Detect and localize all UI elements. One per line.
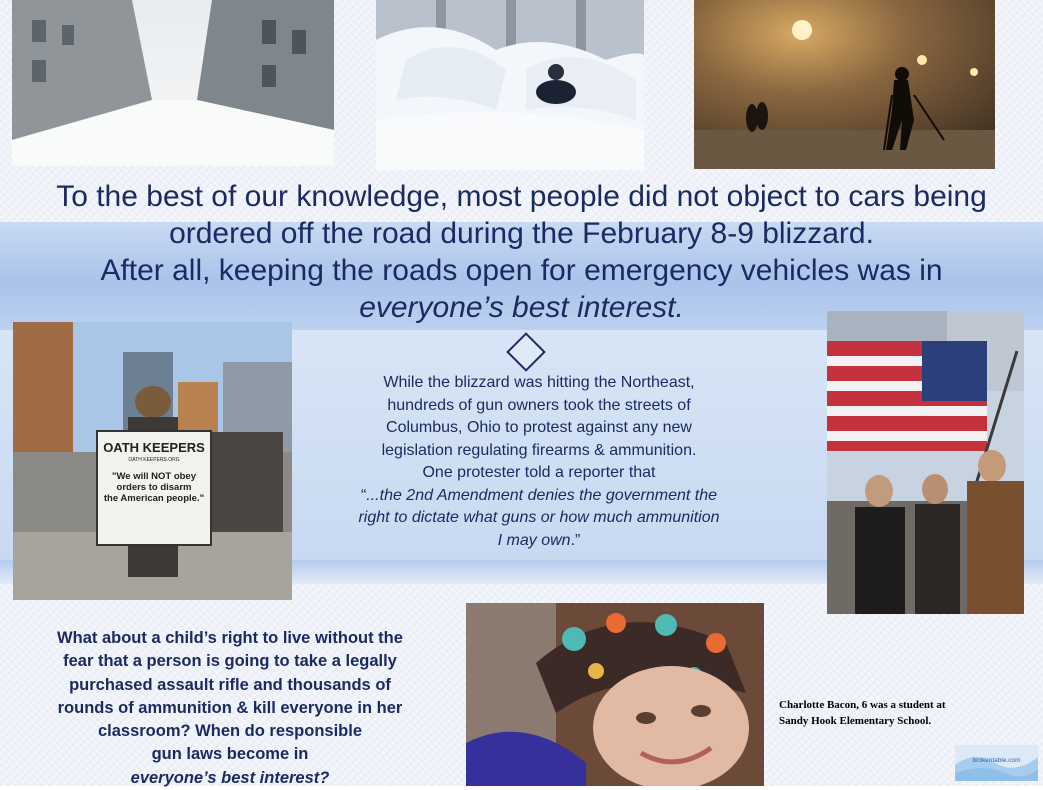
logo-text: brokentable.com bbox=[972, 757, 1021, 764]
photo-caption bbox=[779, 697, 1009, 729]
question-line-4: rounds of ammunition & kill everyone in her bbox=[57, 698, 403, 717]
question-paragraph bbox=[20, 627, 440, 790]
question-line-3: purchased assault rifle and thousands of bbox=[69, 675, 391, 694]
oath-keepers-sign bbox=[96, 430, 212, 546]
headline bbox=[0, 178, 1043, 326]
middle-line-3: Columbus, Ohio to protest against any new bbox=[386, 419, 692, 436]
site-logo-image bbox=[955, 745, 1038, 781]
photo-snowy-street bbox=[12, 0, 334, 166]
quote-open: “ bbox=[360, 486, 367, 504]
headline-line-4: everyone’s best interest. bbox=[359, 291, 684, 324]
question-line-5: classroom? When do responsible bbox=[97, 722, 363, 741]
headline-line-1: To the best of our knowledge, most people did not object to cars being bbox=[56, 180, 987, 213]
protest-paragraph bbox=[320, 372, 758, 552]
question-line-2: fear that a person is going to take a legally bbox=[63, 652, 397, 671]
quote-line-2: right to dictate what guns or how much ammunition bbox=[358, 509, 720, 526]
question-line-1: What about a child’s right to live without the bbox=[57, 629, 403, 647]
photo-flag-protesters bbox=[827, 311, 1024, 614]
headline-line-3: After all, keeping the roads open for emergency vehicles was in bbox=[100, 254, 943, 287]
photo-snowbanks-person bbox=[376, 0, 644, 170]
quote-line-3 bbox=[320, 530, 758, 553]
headline-line-2: ordered off the road during the February 8-9 blizzard. bbox=[169, 217, 874, 250]
question-line-7: everyone’s best interest? bbox=[130, 768, 330, 787]
middle-line-1: While the blizzard was hitting the Northeast, bbox=[383, 374, 695, 391]
sign-line-1: "We will NOT obey bbox=[111, 471, 197, 482]
sign-line-3: the American people." bbox=[103, 493, 205, 504]
quote-text-3: I may own bbox=[497, 531, 571, 549]
photo-child-charlotte bbox=[466, 603, 764, 786]
middle-line-2: hundreds of gun owners took the streets of bbox=[387, 396, 691, 414]
photo-protester-sign bbox=[13, 322, 292, 600]
middle-line-4: legislation regulating firearms & ammunition. bbox=[381, 441, 697, 459]
quote-close: .” bbox=[570, 531, 581, 549]
middle-line-5: One protester told a reporter that bbox=[422, 464, 656, 481]
sign-title: OATH KEEPERS bbox=[103, 440, 205, 455]
quote-text-1: ...the 2nd Amendment denies the government the bbox=[366, 486, 718, 504]
caption-line-1: Charlotte Bacon, 6 was a student at bbox=[779, 699, 946, 711]
question-line-6: gun laws become in bbox=[151, 745, 309, 764]
photo-night-fog-skier bbox=[694, 0, 995, 169]
caption-line-2: Sandy Hook Elementary School. bbox=[779, 715, 932, 727]
sign-line-2: orders to disarm bbox=[116, 482, 192, 493]
sign-small: OATH KEEPERS.ORG bbox=[128, 457, 180, 463]
quote-line-1 bbox=[320, 485, 758, 508]
